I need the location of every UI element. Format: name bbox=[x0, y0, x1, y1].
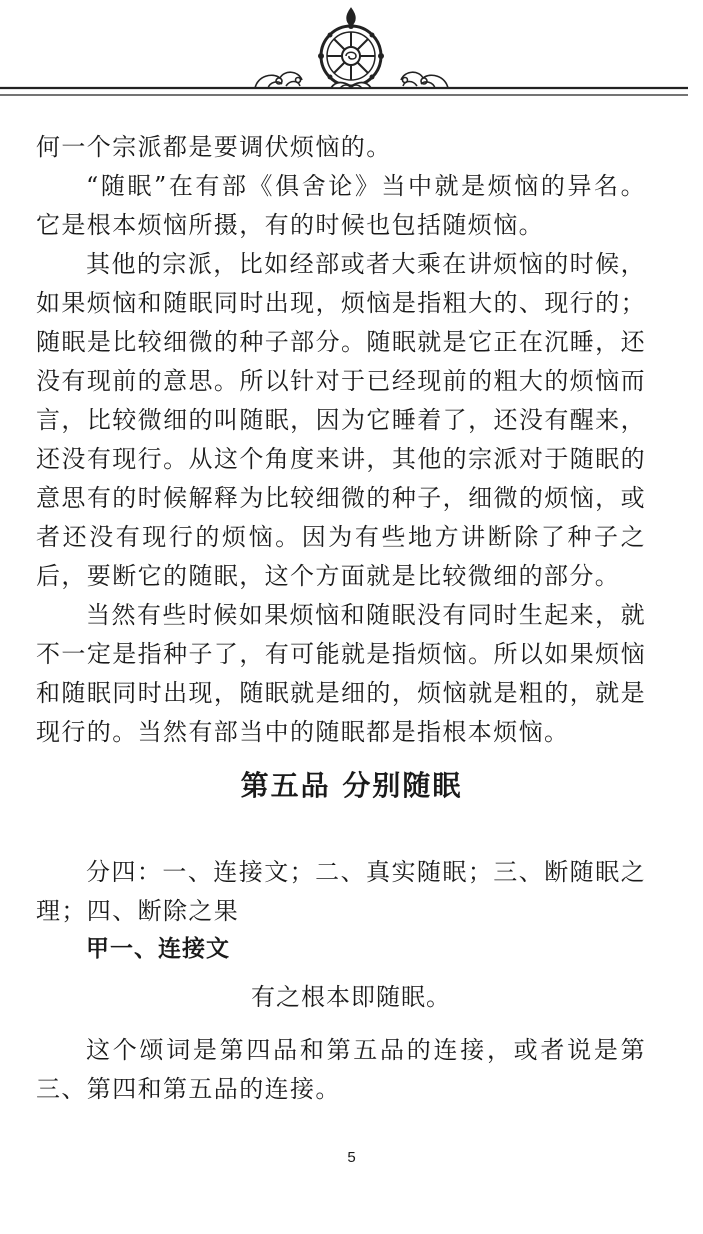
paragraph-1: 何一个宗派都是要调伏烦恼的。 bbox=[36, 133, 392, 161]
body-text bbox=[36, 128, 646, 752]
dharma-wheel-icon bbox=[0, 0, 703, 110]
section-subheading: 甲一、连接文 bbox=[86, 936, 230, 962]
paragraph-4: 当然有些时候如果烦恼和随眠没有同时生起来，就不一定是指种子了，有可能就是指烦恼。所以如果烦恼和随眠同时出现，随眠就是细的，烦恼就是粗的，就是现行的。当然有部当中的随眠都是指根本烦恼。 bbox=[36, 601, 646, 746]
section-block bbox=[36, 853, 646, 1109]
chapter-title: 第五品 分别随眠 bbox=[240, 769, 463, 802]
verse-line: 有之根本即随眠。 bbox=[251, 983, 451, 1011]
section-outline: 分四：一、连接文；二、真实随眠；三、断随眠之理；四、断除之果 bbox=[36, 858, 646, 925]
paragraph-2: “随眠”在有部《俱舍论》当中就是烦恼的异名。它是根本烦恼所摄，有的时候也包括随烦恼。 bbox=[36, 172, 646, 239]
page-number: 5 bbox=[347, 1149, 356, 1166]
paragraph-3: 其他的宗派，比如经部或者大乘在讲烦恼的时候，如果烦恼和随眠同时出现，烦恼是指粗大的、现行的；随眠是比较细微的种子部分。随眠就是它正在沉睡，还没有现前的意思。所以针对于已经现前的粗大的烦恼而言，比较微细的叫随眠，因为它睡着了，还没有醒来，还没有现行。从这个角度来讲，其他的宗派对于随眠的意思有的时候解释为比较细微的种子，细微的烦恼，或者还没有现行的烦恼。因为有些地方讲断除了种子之后，要断它的随眠，这个方面就是比较微细的部分。 bbox=[36, 250, 646, 590]
commentary-paragraph: 这个颂词是第四品和第五品的连接，或者说是第三、第四和第五品的连接。 bbox=[36, 1036, 646, 1103]
page-header-ornament bbox=[0, 0, 703, 110]
